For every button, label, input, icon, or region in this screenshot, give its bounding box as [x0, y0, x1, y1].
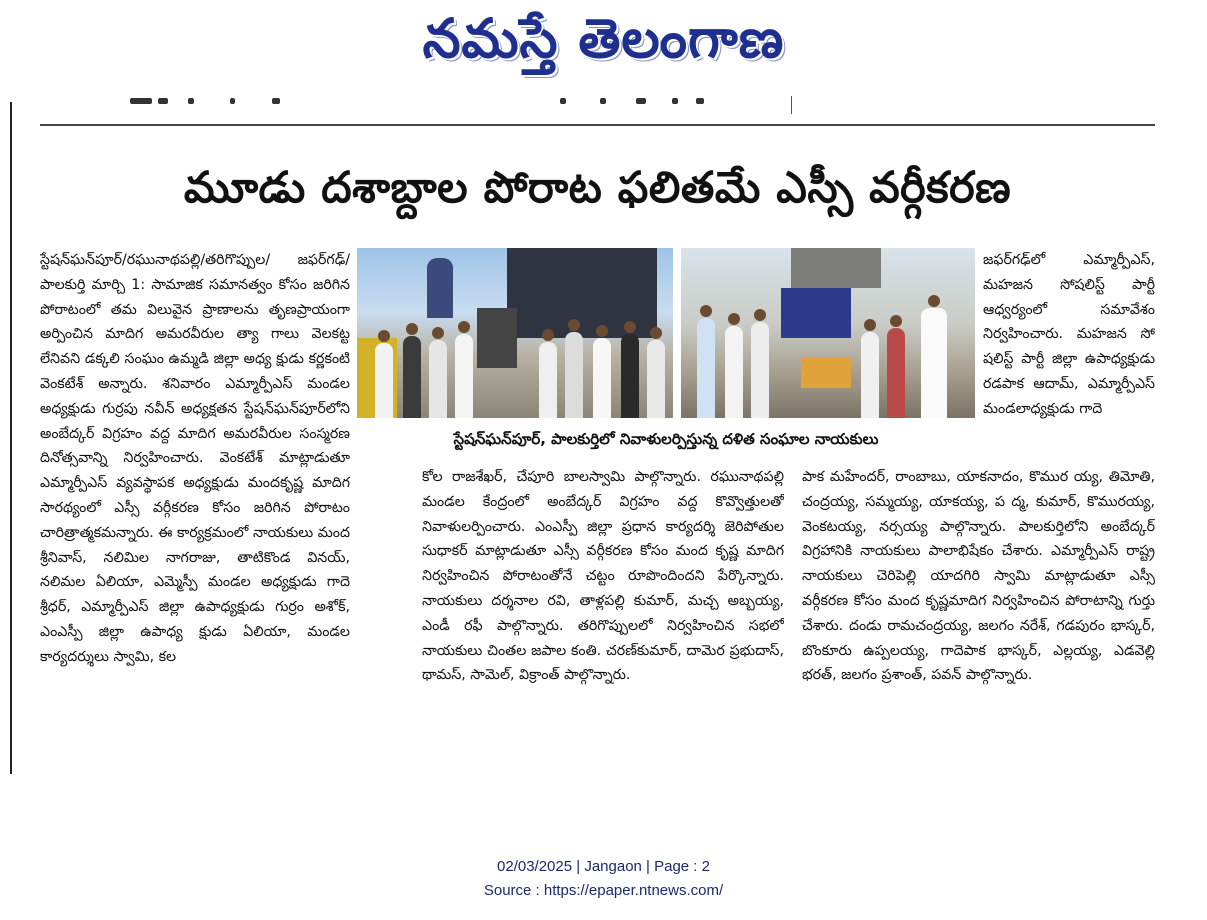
column-2-text: కోల రాజశేఖర్, చేపూరి బాలస్వామి పాల్గొన్నారు. రఘునాథపల్లి మండల కేంద్రంలో అంబేద్కర్ విగ్రహం వద్ద కొవ్వొత్తులతో నివాళులర్పించారు. ఎంఎస్పీ జిల్లా ప్రధాన కార్యదర్శి జెరిపోతుల సుధాకర్ మాట్లాడుతూ ఎస్సీ వర్గీకరణ కోసం మంద కృష్ణ మాదిగ నిర్వహించిన పోరాటంతోనే చట్టం రూపొందిందని పేర్కొన్నారు. నాయకులు దర్శనాల రవి, తాళ్లపల్లి కుమార్, మచ్చ అబ్బయ్య, ఎండీ రఫీ పాల్గొన్నారు. తరిగొప్పులలో నిర్వహించిన సభలో నాయకులు చింతల జపాల కంతి. చరణ్‌కుమార్, దామెర ప్రభుదాస్, థామస్, సామెల్, విక్రాంత్ పాల్గొన్నారు.	[422, 469, 784, 684]
cropped-text-strip	[40, 90, 1155, 116]
headline-top-rule	[40, 124, 1155, 126]
column-3-bottom-text: పాక మహేందర్, రాంబాబు, యాకనాదం, కొముర య్య, తిమోతి, చంద్రయ్య, సమ్మయ్య, యాకయ్య, ప ద్మ, కుమార్, కొమురయ్య, వెంకటయ్య, నర్సయ్య పాల్గొన్నారు. పాలకుర్తిలోని అంబేద్కర్ విగ్రహానికి నాయకులు పాలాభిషేకం చేశారు. ఎమ్మార్పీఎస్ రాష్ట్ర నాయకులు చెరిపెల్లి యాదగిరి స్వామి మాట్లాడుతూ ఎస్సీ వర్గీకరణ కోసం మంద కృష్ణమాదిగ నిర్వహించిన పోరాటాన్ని గుర్తు చేశారు. దండు రామచంద్రయ్య, జలగం నరేశ్, గడపురం భాస్కర్, బొంకూరు ఉప్పలయ్య, గాదెపాక భాస్కర్, ఎల్లయ్య, ఎడవెల్లి భరత్, జలగం ప్రశాంత్, పవన్ పాల్గొన్నారు.	[802, 469, 1155, 684]
masthead-logo: నమస్తే తెలంగాణ	[422, 7, 785, 70]
footer-source: Source : https://epaper.ntnews.com/	[483, 882, 724, 899]
article-column-2	[422, 465, 784, 777]
article-column-1	[40, 248, 350, 778]
photo-caption: స్టేషన్‌ఘన్‌పూర్, పాలకుర్తిలో నివాళులర్పిస్తున్న దళిత సంఘాల నాయకులు	[453, 430, 879, 448]
article-headline: మూడు దశాబ్దాల పోరాట ఫలితమే ఎస్సీ వర్గీకరణ	[183, 163, 1012, 213]
page-left-border	[10, 102, 12, 774]
column-1-text: స్టేషన్‌ఘన్‌పూర్/రఘునాథపల్లి/తరిగొప్పుల/ జఫర్‌గఢ్/ పాలకుర్తి మార్చి 1: సామాజిక సమానత్వం కోసం జరిగిన పోరాటంలో తమ విలువైన ప్రాణాలను తృణప్రాయంగా అర్పించిన మాదిగ అమరవీరుల త్యా గాలు వెలకట్ట లేనివని డక్కలి సంఘం ఉమ్మడి జిల్లా అధ్య క్షుడు కర్ణకంటి వెంకటేశ్ అన్నారు. శనివారం ఎమ్మార్పీఎస్ మండల అధ్యక్షుడు గుర్రపు నవీన్ అధ్యక్షతన స్టేషన్‌ఘన్‌పూర్‌లోని అంబేద్కర్ విగ్రహం వద్ద మాదిగ అమరవీరుల సంస్మరణ దినోత్సవాన్ని నిర్వహించారు. వెంకటేశ్ మాట్లాడుతూ ఎమ్మార్పీఎస్ వ్యవస్థాపక అధ్యక్షుడు మందకృష్ణ మాదిగ సారథ్యంలో ఎస్సీ వర్గీకరణ కోసం జరిగిన పోరాటం చారిత్రాత్మకమన్నారు. ఈ కార్యక్రమంలో నాయకులు మంద శ్రీనివాస్, నలిమిల నాగరాజు, తాటికొండ వినయ్, నలిమల ఏలియా, ఎమ్మెస్పీ మండల అధ్యక్షుడు గాదె శ్రీధర్, ఎమ్మార్పీఎస్ జిల్లా ఉపాధ్యక్షుడు గుర్రం అశోక్, ఎంఎస్పీ జిల్లా ఉపాధ్య క్షుడు ఏలియా, మండల కార్యదర్శులు స్వామి, కల	[40, 252, 350, 665]
column-3-top-text: జఫర్‌గఢ్‌లో ఎమ్మార్పీఎస్, మహజన సోషలిస్ట్ పార్టీ ఆధ్వర్యంలో సమావేశం నిర్వహించారు. మహజన సో షలిస్ట్ పార్టీ జిల్లా ఉపాధ్యక్షుడు రడపాక ఆదామ్, ఎమ్మార్పీఎస్ మండలాధ్యక్షుడు గాదె	[983, 252, 1155, 417]
photo-station-ghanpur	[357, 248, 673, 418]
footer-date-page: 02/03/2025 | Jangaon | Page : 2	[497, 858, 710, 875]
column-divider-top	[791, 96, 792, 114]
article-column-3-top	[983, 248, 1155, 448]
article-column-3-bottom	[802, 465, 1155, 777]
photo-palakurthi	[681, 248, 975, 418]
